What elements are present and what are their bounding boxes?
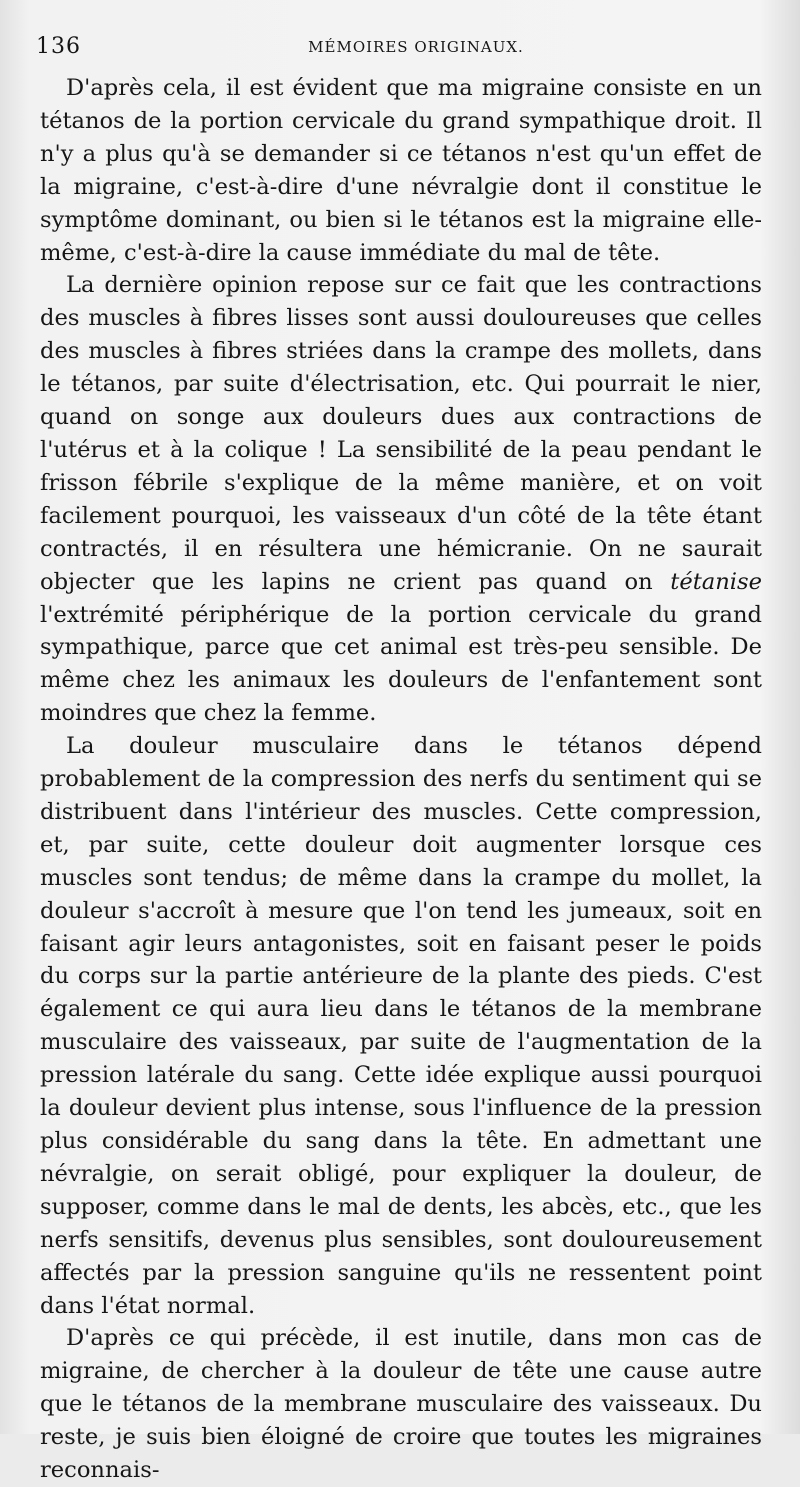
paragraph-4-text: D'après ce qui précède, il est inutile, dans mon cas de migraine, de chercher à la douleur de tête une cause autre que le tétanos de la membrane musculaire des vaisseaux. Du reste, je suis bien éloigné de croire que toutes les migraines reconnais-	[40, 1325, 762, 1484]
paragraph-2-text-end: l'extrémité périphérique de la portion cervicale du grand sympathique, parce que cet animal est très-peu sensible. De même chez les animaux les douleurs de l'enfantement sont moindres que chez la femme.	[40, 601, 762, 727]
body-text	[40, 72, 762, 1487]
paragraph-1	[40, 72, 762, 269]
paragraph-1-text: D'après cela, il est évident que ma migraine consiste en un tétanos de la portion cervicale du grand sympathique droit. Il n'y a plus qu'à se demander si ce tétanos n'est qu'un effet de la migraine, c'est-à-dire d'une névralgie dont il constitue le symptôme dominant, ou bien si le tétanos est la migraine elle-même, c'est-à-dire la cause immédiate du mal de tête.	[40, 75, 762, 266]
page-number: 136	[36, 34, 81, 59]
page-header	[36, 28, 766, 64]
paragraph-3	[40, 730, 762, 1322]
running-title: MÉMOIRES ORIGINAUX.	[308, 38, 524, 56]
emphasized-word: tétanise	[670, 568, 762, 595]
paragraph-2	[40, 269, 762, 730]
paragraph-2-text-start: La dernière opinion repose sur ce fait que les contractions des muscles à fibres lisses sont aussi douloureuses que celles des muscles à fibres striées dans la crampe des mollets, dans le tétanos, par suite d'électrisation, etc. Qui pourrait le nier, quand on songe aux douleurs dues aux contractions de l'utérus et à la colique ! La sensibilité de la peau pendant le frisson fébrile s'explique de la même manière, et on voit facilement pourquoi, les vaisseaux d'un côté de la tête étant contractés, il en résultera une hémicranie. On ne saurait objecter que les lapins ne crient pas quand on	[40, 272, 762, 595]
paragraph-4	[40, 1322, 762, 1487]
paragraph-3-text: La douleur musculaire dans le tétanos dépend probablement de la compression des nerfs du sentiment qui se distribuent dans l'intérieur des muscles. Cette compression, et, par suite, cette douleur doit augmenter lorsque ces muscles sont tendus; de même dans la crampe du mollet, la douleur s'accroît à mesure que l'on tend les jumeaux, soit en faisant agir leurs antagonistes, soit en faisant peser le poids du corps sur la partie antérieure de la plante des pieds. C'est également ce qui aura lieu dans le tétanos de la membrane musculaire des vaisseaux, par suite de l'augmentation de la pression latérale du sang. Cette idée explique aussi pourquoi la douleur devient plus intense, sous l'influence de la pression plus considérable du sang dans la tête. En admettant une névralgie, on serait obligé, pour expliquer la douleur, de supposer, comme dans le mal de dents, les abcès, etc., que les nerfs sensitifs, devenus plus sensibles, sont douloureusement affectés par la pression sanguine qu'ils ne ressentent point dans l'état normal.	[40, 733, 762, 1319]
